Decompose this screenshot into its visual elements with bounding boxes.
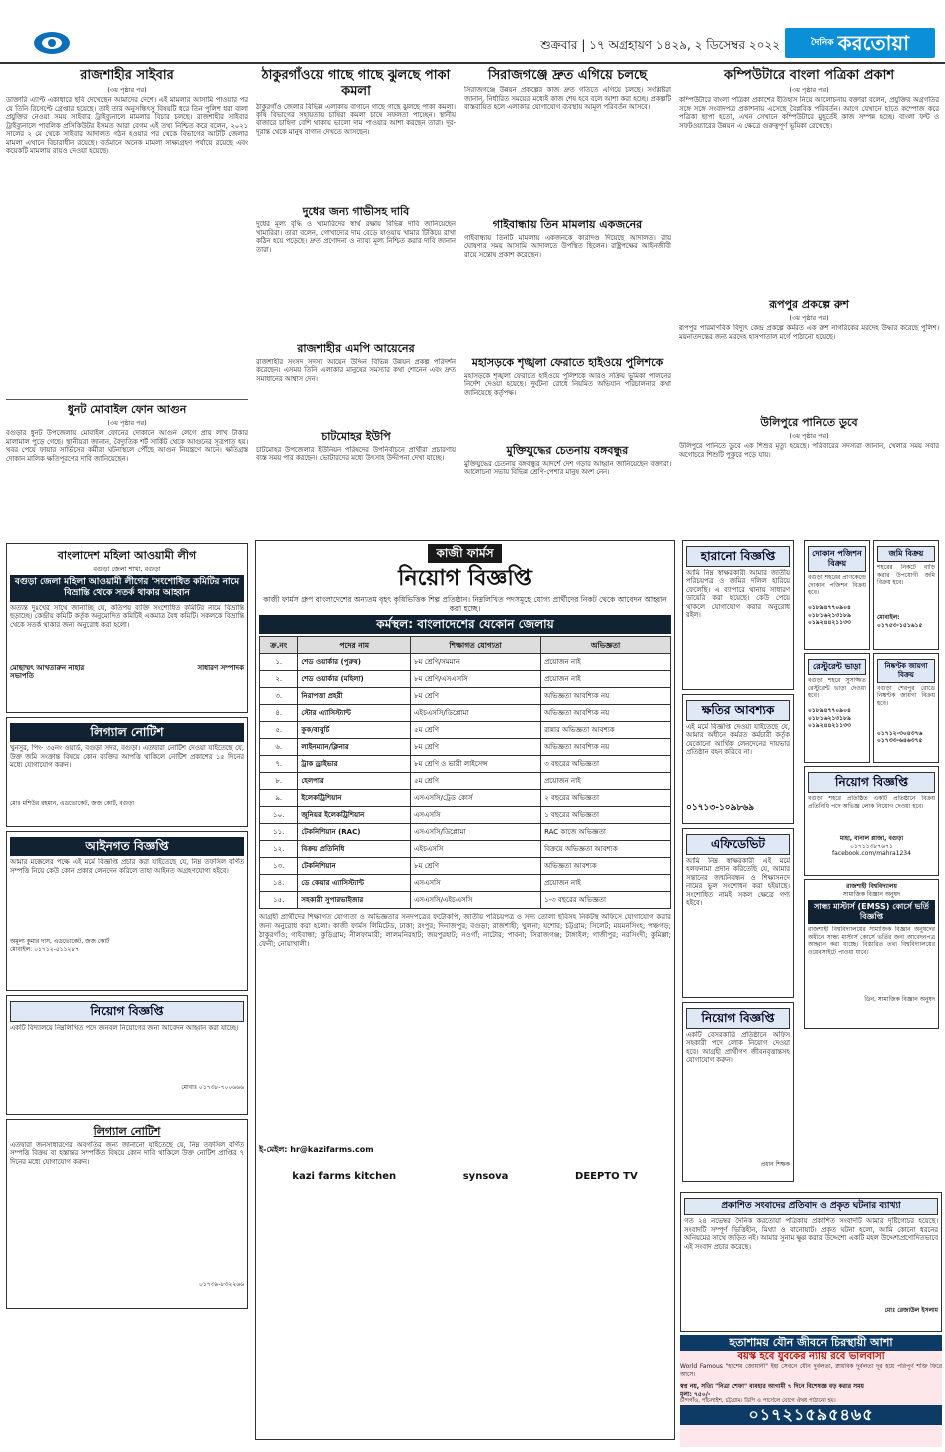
headline-sirajganj: সিরাজগঞ্জে দ্রুত এগিয়ে চলছে (487, 68, 648, 83)
niyog-phone: ০১৭১১৩৮৭৬৭১ (850, 842, 893, 850)
legal-notice-title: লিগ্যাল নোটিশ (10, 723, 244, 742)
legal-notice-1 (6, 717, 248, 827)
job-serial: ৯. (260, 790, 298, 807)
job-serial: ২. (260, 671, 298, 688)
ad-address: চান্দগাঁও, পাঁচলাইশ, চট্টগ্রাম। ডিপি ও পার্সেলে যোগে ঔষধ পাঠানো হয়। (680, 1398, 836, 1405)
land-phone: মোবাইল: ০১৭৫৩-১৫১৬১৫ (877, 614, 923, 629)
notice-body: অত্যন্ত দুঃখের সাথে জানাচ্ছি যে, কতিপয় ব্যক্তি সংশোধিত কমিটির নামে বিভ্রান্তি ছড়াচ্ছে। কেন্দ্রীয় কমিটি কর্তৃক অনুমোদিত কমিটিই একমাত্র বৈধ কমিটি। সকলকে বিভ্রান্তি থেকে সতর্ক থাকার জন্য অনুরোধ করা হলো। (10, 603, 244, 629)
job-experience: রান্নার অভিজ্ঞতা আবশ্যক (541, 722, 671, 739)
notice-org-title: বাংলাদেশ মহিলা আওয়ামী লীগ (57, 549, 197, 563)
headline-milk-demand: দুধের জন্য গাভীসহ দাবি (302, 204, 410, 218)
job-ad-title: নিয়োগ বিজ্ঞপ্তি (398, 566, 532, 591)
job-table-row (260, 875, 671, 892)
lost-body: আমি নিম্ন স্বাক্ষরকারী আমার জাতীয় পরিচয়পত্র ও জমির দলিল হারিয়ে ফেলেছি। এ ব্যাপারে থানায় সাধারণ ডায়েরি করা হয়েছে। কেউ পেয়ে থাকলে যোগাযোগ করার অনুরোধ রইল। (686, 569, 790, 620)
ain-notice (6, 831, 248, 991)
headline-highway-police: মহাসড়কে শৃঙ্খলা ফেরাতে হাইওয়ে পুলিশকে (471, 356, 664, 369)
job-experience: অভিজ্ঞতা আবশ্যিক নয় (541, 739, 671, 756)
job-position: সহকারী সুপারভাইজার (298, 892, 411, 909)
headline-bangla-computer: কম্পিউটারে বাংলা পত্রিকা প্রকাশ (723, 68, 895, 83)
headline-gaibandha-case: গাইবান্ধায় তিন মামলায় একজনের (492, 218, 643, 232)
article-body: দুধের মূল্য বৃদ্ধি ও খামারিদের স্বার্থ রক্ষায় বিভিন্ন দাবি জানিয়েছেন খামারিরা। তারা বলেন, গোখাদ্যের দাম বেড়ে যাওয়ায় খামার টিকিয়ে রাখা কঠিন হয়ে পড়েছে। দ্রুত প্রণোদনা ও ন্যায্য মূল্য নিশ্চিত করার দাবি জানান তারা। (256, 220, 456, 254)
rest-title: রেস্টুরেন্ট ভাড়া (808, 659, 866, 675)
job-position: শেড ওয়ার্কার (মহিলা) (298, 671, 411, 688)
headline-thakurgaon-orange: ঠাকুরগাঁওয়ে গাছে গাছে ঝুলছে পাকা কমলা (261, 68, 451, 100)
protest-title: প্রকাশিত সংবাদের প্রতিবাদ ও প্রকৃত ঘটনার ব্যাখ্যা (684, 1198, 938, 1215)
job-ad-intro: কাজী ফার্মস গ্রুপ বাংলাদেশের অন্যতম বৃহৎ কৃষিভিত্তিক শিল্প প্রতিষ্ঠান। নিম্নলিখিত পদসমূহে যোগ্য প্রার্থীদের নিকট থেকে আবেদন আহ্বান করা হচ্ছে। (263, 594, 667, 613)
shop-phone: ০১৮১৬২১৩১৮৯ (808, 611, 851, 619)
protest-body: গত ২৪ নভেম্বর দৈনিক করতোয়া পত্রিকায় প্রকাশিত সংবাদটি আমার দৃষ্টিগোচর হয়েছে। সংবাদটি সম্পূর্ণ ভিত্তিহীন, মিথ্যা ও বানোয়াট। প্রকৃত ঘটনা হলো, আমি কোনো ধরনের অনিয়মের সাথে জড়িত নই। আমার সুনাম ক্ষুণ্ণ করার উদ্দেশ্যে একটি মহল উদ্দেশ্যপ্রণোদিতভাবে এই সংবাদ প্রচার করেছে। (684, 1217, 938, 1251)
article-body: ডাক্তারি এ্যাপ্ট একাধারে ছবি দেখেছেন আমাদের দেশে। এই মামলার আসামি পাওয়ার পর যে তিনি রিসেপ্টে গ্রেপ্তার হয়েছে। তাই তার অনুসন্ধিৎসু বিষয়টি ধরে তিন পুলিশ ধরা বালা প্রযুক্তির নেওয়া সময় সাইবার ট্রাইব্যুনালে মামলার বিচার চলছে। রাজশাহীর সাইবার ট্রাইব্যুনালে পাবলিক প্রসিকিউটর ইসমত আরা বেগম এই তথ্য নিশ্চিত করে বলেন, ২০২১ সালের ২ মে থেকে সাইবার আদালত গঠন হওয়ার পর থেকে বিভাগের আটটি জেলার মামলা এখানে বিচারাধীন রয়েছে। বর্তমানে অনেক মামলা সাক্ষ্যগ্রহণ পর্যায়ে রয়েছে এবং কয়েকটি মামলায় রায়ও দেওয়া হয়েছে। (6, 96, 248, 156)
job-education: এসএসসি/ট্রেড কোর্স (411, 790, 541, 807)
job-education: ৮ম শ্রেণি (411, 858, 541, 875)
article-body: গাইবান্ধায় তিনটি মামলায় একজনকে কারাদণ্ড দিয়েছে আদালত। রায় ঘোষণার সময় আসামি আদালতে উপস্থিত ছিলেন। রাষ্ট্রপক্ষের আইনজীবী রায়ে সন্তোষ প্রকাশ করেছেন। (464, 234, 671, 259)
brand-prefix: দৈনিক (810, 38, 834, 48)
job-position: হেলপার (298, 773, 411, 790)
headline-rajshahi-mp: রাজশাহীর এমপি আয়েনের (297, 342, 415, 356)
job-position: নিরাপত্তা প্রহরী (298, 688, 411, 705)
shop-sale-ad (804, 540, 870, 650)
continued-note: (৩য় পৃষ্ঠার পর) (789, 432, 829, 440)
column-3 (460, 66, 675, 536)
land2-title: নিষ্কণ্টক জায়গা বিক্রয় (877, 659, 935, 683)
bottom-health-ad (680, 1335, 942, 1447)
article-body: সিরাজগঞ্জে উন্নয়ন প্রকল্পের কাজ দ্রুত গতিতে এগিয়ে চলছে। সংশ্লিষ্টরা জানান, নির্ধারিত সময়ের মধ্যেই কাজ শেষ হবে বলে আশা করা হচ্ছে। প্রকল্পটি বাস্তবায়িত হলে এলাকার যোগাযোগ ব্যবস্থায় আমূল পরিবর্তন আসবে। (464, 86, 671, 112)
sponsor-logo: DEEPTO TV (575, 1171, 638, 1182)
job-experience: প্রয়োজন নাই (541, 671, 671, 688)
job-position: কুক/বাবুর্চি (298, 722, 411, 739)
niyog-notice-small (6, 995, 248, 1115)
col-position: পদের নাম (298, 637, 411, 654)
job-serial: ১১. (260, 824, 298, 841)
job-table-row (260, 688, 671, 705)
legal-notice-sig: মোঃ মশিউর রহমান, এডভোকেট, জজ কোর্ট, বগুড়া (10, 800, 135, 808)
niyog-title: নিয়োগ বিজ্ঞপ্তি (10, 1001, 244, 1022)
job-serial: ৪. (260, 705, 298, 722)
job-education: এইচএসসি (411, 841, 541, 858)
lost-title: হারানো বিজ্ঞপ্তি (686, 546, 790, 567)
protest-notice (680, 1192, 942, 1332)
rajshahi-university-notice (804, 879, 939, 1029)
job-table-row (260, 756, 671, 773)
continued-note: (৩য় পৃষ্ঠার পর) (789, 314, 829, 323)
job-table-row (260, 671, 671, 688)
signatory-role: সভাপতি (10, 672, 34, 681)
notice-headline: বগুড়া জেলা মহিলা আওয়ামী লীগের 'সংশোধিত কমিটির নামে বিভ্রান্তি থেকে সতর্ক থাকার আহ্বান (10, 575, 244, 602)
job-experience: প্রয়োজন নাই (541, 875, 671, 892)
ru-banner: সান্ধ্য মাস্টার্স (EMSS) কোর্সে ভর্তি বিজ্ঞপ্তি (808, 900, 935, 924)
restaurant-rent-ad (804, 653, 870, 763)
niyog-facebook: facebook.com/mahra1234 (832, 850, 911, 857)
legal-notice-body: খুনসুর, পিং- ৩৫নং ওয়ার্ড, বগুড়া সদর, বগুড়া। এতদ্বারা নোটিশ দেওয়া যাইতেছে যে, উক্ত জমি সংক্রান্ত বিষয়ে কোন ব্যক্তির আপত্তি থাকিলে নোটিশ প্রকাশের ১৫ দিনের মধ্যে যোগাযোগ করুন। (10, 744, 244, 770)
job-education: ৮ম শ্রেণি/সমমান (411, 654, 541, 671)
job-experience: RAC কাজে অভিজ্ঞতা (541, 824, 671, 841)
land2-phone: ০১৭১২-৩০৪৩৭৬ (877, 729, 923, 737)
job-serial: ১৫. (260, 892, 298, 909)
ain-phone: মোবাইল: ০১৭১২-৫১১২৮৭ (10, 945, 80, 953)
job-serial: ৭. (260, 756, 298, 773)
article-body: মুক্তিযুদ্ধের চেতনায় বঙ্গবন্ধুর আদর্শে দেশ গড়ার আহ্বান জানিয়েছেন বক্তারা। আলোচনা সভায় বিভিন্ন শ্রেণি-পেশার মানুষ অংশ নেন। (464, 459, 671, 476)
job-education: ৫ম শ্রেণি (411, 773, 541, 790)
job-serial: ৩. (260, 688, 298, 705)
job-table-row (260, 773, 671, 790)
job-position: শেড ওয়ার্কার (পুরুষ) (298, 654, 411, 671)
legal2-title: লিগ্যাল নোটিশ (93, 1125, 161, 1139)
job-experience: বিক্রয়ে অভিজ্ঞতা আবশ্যক (541, 841, 671, 858)
ru-sig: ডিন, সামাজিক বিজ্ঞান অনুষদ (864, 996, 935, 1003)
headline-rooppur-russian: রূপপুর প্রকল্পে রুশ (769, 298, 849, 312)
signatory-name: মোছাম্মৎ আখতারুন নাহার (10, 663, 85, 672)
job-position: ট্রাক ড্রাইভার (298, 756, 411, 773)
divider (6, 399, 248, 400)
job-position: জুনিয়র ইলেকট্রিশিয়ান (298, 807, 411, 824)
job-table-row (260, 705, 671, 722)
land-sale-ad (873, 540, 939, 650)
job-education: ৮ম শ্রেণি (411, 688, 541, 705)
ad-phone: ০১৭২১৫৯৫৪৬৫ (680, 1405, 942, 1425)
job-education: এসএসসি (411, 875, 541, 892)
signatory-role: সাধারণ সম্পাদক (197, 663, 244, 672)
job-ad-email: ই-মেইল: hr@kazifarms.com (259, 1145, 374, 1155)
job-table-header-row (260, 637, 671, 654)
shop-phone: ০১৯২৪৪২১১৩৩ (808, 619, 851, 626)
job-table-row (260, 841, 671, 858)
land2-body: বগুড়া শেরপুর রোডে নিষ্কণ্টক জায়গা বিক্রয় হবে। (877, 684, 935, 707)
article-body: রাজশাহীর সংসদ সদস্য আয়েন উদ্দিন বিভিন্ন উন্নয়ন প্রকল্প পরিদর্শন করেছেন। এসময় তিনি এলাকার মানুষের সমস্যার কথা শোনেন এবং দ্রুত সমাধানের আশ্বাস দেন। (256, 358, 456, 383)
niyog-title: নিয়োগ বিজ্ঞপ্তি (808, 772, 935, 793)
legal2-phone: ০১৭৩৯-৮৩২২৬৬ (198, 1281, 244, 1288)
headline-chatmohar-up: চাটমোহর ইউপি (321, 430, 391, 443)
company-name: কাজী ফার্মস (428, 544, 501, 563)
damage-phone: ০১৭১৩-১০৯৮৬৯ (686, 803, 755, 813)
job-experience: প্রয়োজন নাই (541, 773, 671, 790)
niyog-contact: মাহা, বানাল প্লাজা, বগুড়া (839, 835, 904, 842)
job-education: এসএসসি/এইচএসসি (411, 892, 541, 909)
kazi-farms-job-ad (255, 540, 675, 1440)
shop-body: বগুড়া শহরের প্রাণকেন্দ্রে দোকান পজিশন বিক্রয় হবে। (808, 574, 866, 596)
affidavit-body: আমি নিম্ন স্বাক্ষরকারী এই মর্মে হলফনামা প্রদান করিতেছি যে, আমার সন্তানের জন্মনিবন্ধন ও শিক্ষাসনদে নামের ভুল সংশোধন করা হইয়াছে। সংশোধিত নামই সকল ক্ষেত্রে গণ্য হইবে। (686, 857, 790, 908)
job-position: টেকনিশিয়ান (RAC) (298, 824, 411, 841)
job-location-banner: কর্মস্থল: বাংলাদেশের যেকোন জেলায় (259, 615, 671, 634)
shop-title: দোকান পজিশন বিক্রয় (808, 546, 866, 572)
job-table-row (260, 858, 671, 875)
job-education: ৫ম শ্রেণি (411, 722, 541, 739)
page-header (0, 0, 945, 64)
job-table (259, 636, 671, 909)
affidavit-notice (682, 828, 794, 998)
niyog-body: বগুড়া শহরে প্রতিষ্ঠিত একটি প্রতিষ্ঠানে বিক্রয় প্রতিনিধি পদে অভিজ্ঞ লোক নিয়োগ দেওয়া হবে। (808, 795, 935, 810)
land-title: জমি বিক্রয় (877, 546, 935, 562)
job-position: ডে কেয়ার এ্যাসিস্ট্যান্ট (298, 875, 411, 892)
ad-subline: বয়স্ক হবে যুবকের ন্যায় রবে ভালবাসা (737, 1350, 885, 1362)
headline-ulipur-drown: উলিপুরে পানিতে ডুবে (760, 416, 858, 430)
job-serial: ৬. (260, 739, 298, 756)
legal-notice-2 (6, 1119, 248, 1309)
job-table-row (260, 892, 671, 909)
affidavit-title: এফিডেভিট (686, 834, 790, 855)
column-4 (675, 66, 943, 536)
shop-phone: ০১৮৯৪৭৭০৯০৪ (808, 604, 851, 611)
article-body: উলিপুরে পানিতে ডুবে এক শিশুর মৃত্যু হয়েছে। পরিবারের সদস্যরা জানান, খেলার সময় সবার অগোচরে শিশুটি পুকুরে পড়ে যায়। (679, 442, 939, 459)
niyog-body: একটি বেসরকারি প্রতিষ্ঠানে অফিস সহকারী পদে লোক নিয়োগ দেওয়া হবে। আগ্রহী প্রার্থীগণ জীবনবৃত্তান্তসহ যোগাযোগ করুন। (686, 1031, 790, 1065)
masthead-brand (785, 28, 935, 58)
job-serial: ১. (260, 654, 298, 671)
niyog-body: একটি বিদ্যালয়ে নিম্নলিখিত পদে জনবল নিয়োগের জন্য আবেদন আহ্বান করা যাচ্ছে। (10, 1024, 239, 1033)
headline-rajshahi-cyber: রাজশাহীর সাইবার (80, 68, 174, 83)
headline-liberation-war: মুক্তিযুদ্ধের চেতনায় বঙ্গবন্ধুর (506, 443, 629, 457)
rest-phone: ০১৮৯৪৭৭০৯০৪ (808, 707, 851, 714)
ru-dept: সামাজিক বিজ্ঞান অনুষদ (842, 890, 901, 898)
niyog-sig: প্রধান শিক্ষক (760, 1161, 790, 1168)
job-experience: ৩ বছরের অভিজ্ঞতা (541, 756, 671, 773)
job-serial: ৫. (260, 722, 298, 739)
ain-body: আমার মক্কেলের পক্ষে এই মর্মে বিজ্ঞপ্তি প্রচার করা যাইতেছে যে, নিম্ন তফসিল বর্ণিত সম্পত্তি নিয়ে কেউ কোন প্রকার লেনদেন করিলে তাহা আইনত অগ্রহণযোগ্য হইবে। (10, 858, 244, 875)
niyog-title: নিয়োগ বিজ্ঞপ্তি (686, 1008, 790, 1029)
job-table-row (260, 722, 671, 739)
job-serial: ১৪. (260, 875, 298, 892)
damage-title: ক্ষতির আবশ্যক (686, 700, 790, 721)
continued-note: (৩য় পৃষ্ঠার পর) (789, 86, 829, 95)
article-body: মহাসড়কে শৃঙ্খলা ফেরাতে হাইওয়ে পুলিশকে আরও সক্রিয় ভূমিকা পালনের নির্দেশ দেওয়া হয়েছে। দুর্ঘটনা রোধে নিয়মিত অভিযান পরিচালনার কথা জানিয়েছে কর্তৃপক্ষ। (464, 371, 671, 397)
rest-body: বগুড়া শহরে সুসজ্জিত রেস্টুরেন্ট ভাড়া দেওয়া হবে। (808, 677, 866, 699)
legal2-body: এতদ্বারা জনসাধারণের অবগতির জন্য জানানো যাইতেছে যে, নিম্ন তফসিল বর্ণিত সম্পত্তি বিক্রয় বা হস্তান্তর সম্পর্কিত বিষয়ে কোন দাবি থাকিলে উক্ত নোটিশ প্রাপ্তির ৭ দিনের মধ্যে যোগাযোগ করুন। (10, 1141, 244, 1166)
col-experience: অভিজ্ঞতা (541, 637, 671, 654)
col-education: শিক্ষাগত যোগ্যতা (411, 637, 541, 654)
sponsor-logo: synsova (462, 1171, 509, 1182)
ad-headline: হতাশাময় যৌন জীবনে চিরস্থায়ী আশা (680, 1335, 942, 1351)
ad-body: World Famous "হাশেম জোয়ানী" ইহা সেবনে যৌন দুর্বলতা, স্নায়বিক দুর্বলতা দূর হয়ে পরিপূর্ণ শক্তি ফিরে আসে। (680, 1363, 942, 1378)
article-body: রূপপুর পারমাণবিক বিদ্যুৎ কেন্দ্র প্রকল্পে কর্মরত এক রুশ নাগরিকের মরদেহ উদ্ধার করেছে পুলিশ। ময়নাতদন্তের জন্য মরদেহ হাসপাতাল মর্গে পাঠানো হয়েছে। (679, 324, 939, 341)
job-experience: অভিজ্ঞতা আবশ্যিক নয় (541, 705, 671, 722)
land2-sale-ad (873, 653, 939, 763)
job-serial: ১২. (260, 841, 298, 858)
job-experience: প্রয়োজন নাই (541, 654, 671, 671)
continued-note: (৩য় পৃষ্ঠার পর) (107, 419, 147, 428)
ad-guarantee: স্বপ্ন নয়, সত্যি "নিত্রা শেফা" ব্যবহার আগামী ৭ দিনে বিশেষজ্ঞ বড় করার সময় (680, 1383, 864, 1391)
column-1 (2, 66, 252, 1450)
damage-notice (682, 694, 794, 824)
job-serial: ৮. (260, 773, 298, 790)
article-body: ঠাকুরগাঁও জেলার বিভিন্ন এলাকায় বাগানে গাছে গাছে ঝুলছে পাকা কমলা। কৃষি বিভাগের সহায়তায় চাষিরা কমলা চাষে সফলতা পাচ্ছেন। স্থানীয় বাজারে চাহিদা বেশি থাকায় ভালো দাম পাওয়ার আশা করছেন তারা। দূর-দূরান্ত থেকে মানুষ বাগান দেখতে আসছেন। (256, 102, 456, 136)
job-education: ৮ম শ্রেণি ও ভারী লাইসেন্স (411, 756, 541, 773)
date-line: শুক্রবার | ১৭ অগ্রহায়ণ ১৪২৯, ২ ডিসেম্বর ২০২২ (540, 38, 780, 52)
damage-body: এই মর্মে বিজ্ঞপ্তি দেওয়া যাইতেছে যে, আমার অধীনে কর্মরত কর্মচারী কর্তৃক যেকোনো আর্থিক লেনদেনের দায়ভার প্রতিষ্ঠান বহন করিবে না। (686, 723, 790, 757)
job-table-row (260, 654, 671, 671)
rest-phone: ০১৯২৪৪২১১৩৩ (808, 722, 851, 729)
article-body: বগুড়ার ধুনট উপজেলায় মোবাইল ফোনের দোকানে আগুন লেগে প্রায় লাখ টাকার মালামাল পুড়ে গেছে। স্থানীয়রা জানান, বৈদ্যুতিক শর্ট সার্কিট থেকে আগুনের সূত্রপাত হয়। খবর পেয়ে ফায়ার সার্ভিসের কর্মীরা ঘটনাস্থলে পৌঁছে আগুন নিয়ন্ত্রণে আনে। ক্ষতিগ্রস্ত দোকান মালিক ক্ষতিপূরণের দাবি জানিয়েছেন। (6, 429, 248, 463)
job-table-row (260, 739, 671, 756)
karatoa-logo-icon (32, 30, 72, 56)
ru-name: রাজশাহী বিশ্ববিদ্যালয় (846, 883, 897, 890)
awami-league-notice (6, 543, 248, 713)
job-position: স্টোর এ্যাসিস্ট্যান্ট (298, 705, 411, 722)
job-experience: ১-৩ বছরের অভিজ্ঞতা (541, 892, 671, 909)
job-table-row (260, 807, 671, 824)
land2-phone: ০১৭৩৩-৬৪৬৩৭৫ (877, 737, 923, 744)
job-education: এসএসসি (411, 807, 541, 824)
col-serial: ক্র.নং (260, 637, 298, 654)
column-5 (678, 540, 798, 1190)
column-2 (252, 66, 460, 536)
headline-dhunot-fire: ধুনট মোবাইল ফোন আগুন (67, 403, 187, 417)
article-body: কম্পিউটারে বাংলা পত্রিকা প্রকাশের ইতিহাস নিয়ে আলোচনায় বক্তারা বলেন, প্রযুক্তির অগ্রগতির সঙ্গে সঙ্গে সংবাদপত্র প্রকাশনায় এসেছে বৈপ্লবিক পরিবর্তন। আগে যেখানে হাতে কম্পোজ করে পত্রিকা ছাপা হতো, এখন সেখানে কম্পিউটারে মুহূর্তেই কাজ সম্পন্ন হচ্ছে। বাংলা ফন্ট ও সফটওয়্যারের উন্নয়ন এ ক্ষেত্রে গুরুত্বপূর্ণ ভূমিকা রেখেছে। (679, 96, 939, 130)
protest-sig: মোঃ রেজাউল ইসলাম (884, 1307, 938, 1315)
niyog-notice-col5 (682, 1002, 794, 1182)
sponsor-logo: kazi farms kitchen (292, 1171, 397, 1182)
job-serial: ১৩. (260, 858, 298, 875)
job-education: ৮ম শ্রেণি/এসএসসি (411, 671, 541, 688)
lost-notice (682, 540, 794, 690)
ain-title: আইনগত বিজ্ঞপ্তি (10, 837, 244, 856)
job-education: ৮ম শ্রেণি (411, 739, 541, 756)
land-body: শহরের নিকটে বাড়ি করার উপযোগী জমি বিক্রয় হবে। (877, 564, 935, 586)
job-position: লাইনম্যান/ক্লিনার (298, 739, 411, 756)
article-body: চাটমোহর উপজেলার ইউনিয়ন পরিষদের উপনির্বাচনে প্রার্থীরা প্রচারণায় ব্যস্ত সময় পার করছেন। ভোটারদের মধ্যে উৎসাহ উদ্দীপনা দেখা যাচ্ছে। (256, 445, 456, 463)
ain-sig: অমূল্য কুমার দাস, এডভোকেট, জজ কোর্ট (10, 938, 110, 946)
job-ad-footer: আগ্রহী প্রার্থীদের শিক্ষাগত যোগ্যতা ও অভিজ্ঞতার সনদপত্রের ফটোকপি, জাতীয় পরিচয়পত্র ও সদ্য তোলা ছবিসহ নিকটস্থ অফিসে যোগাযোগ করার জন্য অনুরোধ করা হলো। কাজী ফার্মস লিমিটেড, ঢাকা; রংপুর; দিনাজপুর; বগুড়া; রাজশাহী; খুলনা; যশোর; চট্টগ্রাম; সিলেট; ময়মনসিংহ; পঞ্চগড়; ঠাকুরগাঁও; গাইবান্ধা; কুড়িগ্রাম; নীলফামারী; লালমনিরহাট; জয়পুরহাট; নওগাঁ; নাটোর; পাবনা; সিরাজগঞ্জ; টাঙ্গাইল; গাজীপুর; নরসিংদী; কুমিল্লা; ফেনী; নোয়াখালী। (259, 913, 671, 948)
ru-body: রাজশাহী বিশ্ববিদ্যালয়ের সামাজিক বিজ্ঞান অনুষদের অধীনে সান্ধ্য মাস্টার্স কোর্সে ভর্তির জন্য আবেদনপত্র আহ্বান করা যাচ্ছে। বিস্তারিত তথ্য বিশ্ববিদ্যালয়ের ওয়েবসাইটে পাওয়া যাবে। (808, 926, 935, 956)
job-position: বিক্রয় প্রতিনিধি (298, 841, 411, 858)
job-table-row (260, 790, 671, 807)
job-experience: অভিজ্ঞতা আবশ্যক (541, 858, 671, 875)
brand-name: করতোয়া (837, 31, 910, 55)
job-education: এইচএসসি/ডিপ্লোমা (411, 705, 541, 722)
niyog-phone: মোবাঃ ০১৭৩৮-৭০০৬৬৬ (181, 1084, 244, 1092)
ad-price: মূল্য: ৭৫০/- (680, 1390, 711, 1398)
job-experience: ১ বছরের অভিজ্ঞতা (541, 807, 671, 824)
niyog-notice-col6 (804, 766, 939, 876)
notice-org-sub: বগুড়া জেলা শাখা, বগুড়া (93, 565, 161, 573)
rest-phone: ০১৮১৬২১৩১৮৯ (808, 714, 851, 722)
column-6 (800, 540, 943, 1190)
job-experience: ২ বছরের অভিজ্ঞতা (541, 790, 671, 807)
job-serial: ১০. (260, 807, 298, 824)
continued-note: (৩য় পৃষ্ঠার পর) (107, 86, 147, 95)
job-position: ইলেকট্রিশিয়ান (298, 790, 411, 807)
job-education: এসএসসি/ডিপ্লোমা (411, 824, 541, 841)
job-experience: অভিজ্ঞতা আবশ্যিক নয় (541, 688, 671, 705)
job-position: টেকনিশিয়ান (298, 858, 411, 875)
job-table-row (260, 824, 671, 841)
sponsor-logos (259, 1157, 671, 1197)
